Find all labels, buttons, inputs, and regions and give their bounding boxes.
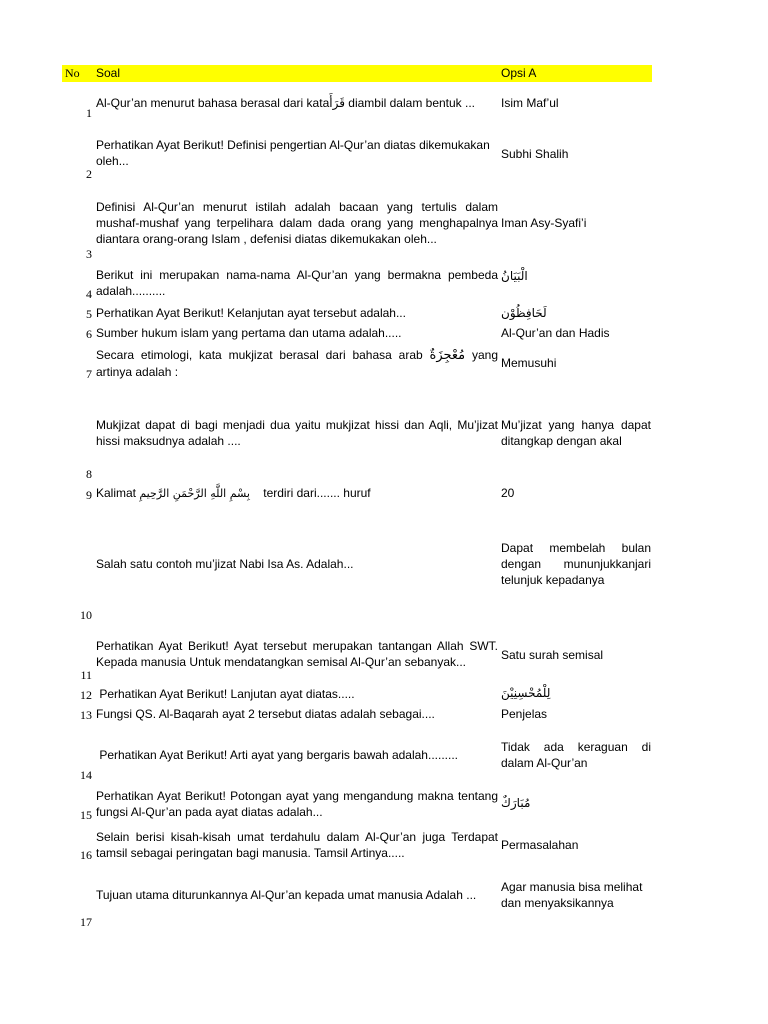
option-a-arabic: لِلْمُحْسِنِيْنَ — [501, 686, 551, 700]
option-a: Subhi Shalih — [501, 147, 569, 161]
arabic-word: قَرَأَ — [329, 96, 345, 110]
option-a-arabic: الْبَيَانُ — [501, 269, 528, 283]
row-number: 11 — [80, 668, 92, 682]
question-text — [96, 485, 498, 502]
option-a: Dapat membelah bulan dengan mununjukkanjari telunjuk kepadanya — [501, 541, 651, 587]
row-number: 6 — [86, 327, 92, 341]
row-number: 4 — [86, 287, 92, 301]
question-text: Definisi Al-Qur’an menurut istilah adalah bacaan yang tertulis dalam mushaf-mushaf yang terpelihara dalam dada orang yang menghapalnya diantara orang-orang Islam , defenisi diatas dikemukakan oleh... — [96, 200, 498, 246]
table-header-row — [62, 65, 652, 82]
question-text — [96, 347, 498, 380]
question-text: Perhatikan Ayat Berikut! Definisi pengertian Al-Qur’an diatas dikemukakan oleh... — [96, 138, 490, 168]
option-a-arabic: لَحَافِظُوْن — [501, 306, 547, 320]
row-number: 16 — [80, 848, 92, 862]
row-number: 9 — [86, 488, 92, 502]
row-number: 2 — [86, 167, 92, 181]
question-text: Mukjizat dapat di bagi menjadi dua yaitu mukjizat hissi dan Aqli, Mu’jizat hissi maksudnya adalah .... — [96, 418, 498, 448]
question-text: Sumber hukum islam yang pertama dan utama adalah..... — [96, 326, 402, 340]
option-a: Agar manusia bisa melihat dan menyaksikannya — [501, 880, 643, 910]
row-number: 5 — [86, 307, 92, 321]
row-number: 1 — [86, 106, 92, 120]
question-text: Berikut ini merupakan nama-nama Al-Qur’an yang bermakna pembeda adalah.......... — [96, 268, 498, 298]
question-text-part: diambil dalam bentuk ... — [344, 96, 476, 110]
header-opsi: Opsi A — [501, 66, 537, 80]
option-a: Permasalahan — [501, 838, 579, 852]
question-text-part: Kalimat — [96, 486, 140, 500]
question-text: Perhatikan Ayat Berikut! Kelanjutan ayat tersebut adalah... — [96, 306, 406, 320]
row-number: 13 — [80, 708, 92, 722]
row-number: 7 — [86, 367, 92, 381]
option-a: Iman Asy-Syafi’i — [501, 216, 587, 230]
question-text: Perhatikan Ayat Berikut! Ayat tersebut merupakan tantangan Allah SWT. Kepada manusia Untuk mendatangkan semisal Al-Qur’an sebanyak... — [96, 639, 498, 669]
question-text: Salah satu contoh mu’jizat Nabi Isa As. Adalah... — [96, 557, 354, 571]
row-number: 12 — [80, 688, 92, 702]
option-a: Satu surah semisal — [501, 648, 604, 662]
option-a: 20 — [501, 486, 515, 500]
question-text: Perhatikan Ayat Berikut! Arti ayat yang bergaris bawah adalah......... — [96, 748, 458, 762]
question-text: Fungsi QS. Al-Baqarah ayat 2 tersebut diatas adalah sebagai.... — [96, 707, 435, 721]
question-text: Perhatikan Ayat Berikut! Lanjutan ayat diatas..... — [96, 687, 355, 701]
row-number: 3 — [86, 247, 92, 261]
header-no: No — [65, 66, 80, 80]
question-text-part: yang artinya adalah : — [96, 348, 498, 379]
option-a: Tidak ada keraguan di dalam Al-Qur’an — [501, 740, 651, 770]
question-text-part: terdiri dari....... huruf — [249, 486, 371, 500]
header-soal: Soal — [96, 66, 121, 80]
row-number: 17 — [80, 915, 92, 929]
row-number: 8 — [86, 467, 92, 481]
question-text — [96, 95, 498, 111]
option-a: Memusuhi — [501, 356, 557, 370]
option-a-arabic: مُبَارَكٌ — [501, 796, 531, 810]
question-text-part: Secara etimologi, kata mukjizat berasal dari bahasa arab — [96, 348, 430, 362]
row-number: 10 — [80, 608, 92, 622]
option-a: Mu’jizat yang hanya dapat ditangkap dengan akal — [501, 418, 651, 448]
row-number: 14 — [80, 768, 92, 782]
question-text: Perhatikan Ayat Berikut! Potongan ayat yang mengandung makna tentang fungsi Al-Qur’an pada ayat diatas adalah... — [96, 789, 498, 819]
question-text: Tujuan utama diturunkannya Al-Qur’an kepada umat manusia Adalah ... — [96, 888, 477, 902]
question-text-part: Al-Qur’an menurut bahasa berasal dari kata — [96, 96, 330, 110]
row-number: 15 — [80, 808, 92, 822]
option-a: Isim Maf’ul — [501, 96, 559, 110]
option-a: Penjelas — [501, 707, 548, 721]
arabic-word: مُعْجِزَةٌ — [429, 348, 466, 363]
question-text: Selain berisi kisah-kisah umat terdahulu dalam Al-Qur’an juga Terdapat tamsil sebagai peringatan bagi manusia. Tamsil Artinya..... — [96, 830, 498, 860]
basmalah-arabic: بِسْمِ اللَّهِ الرَّحْمَنِ الرَّحِيمِ — [139, 487, 250, 500]
option-a: Al-Qur’an dan Hadis — [501, 326, 610, 340]
